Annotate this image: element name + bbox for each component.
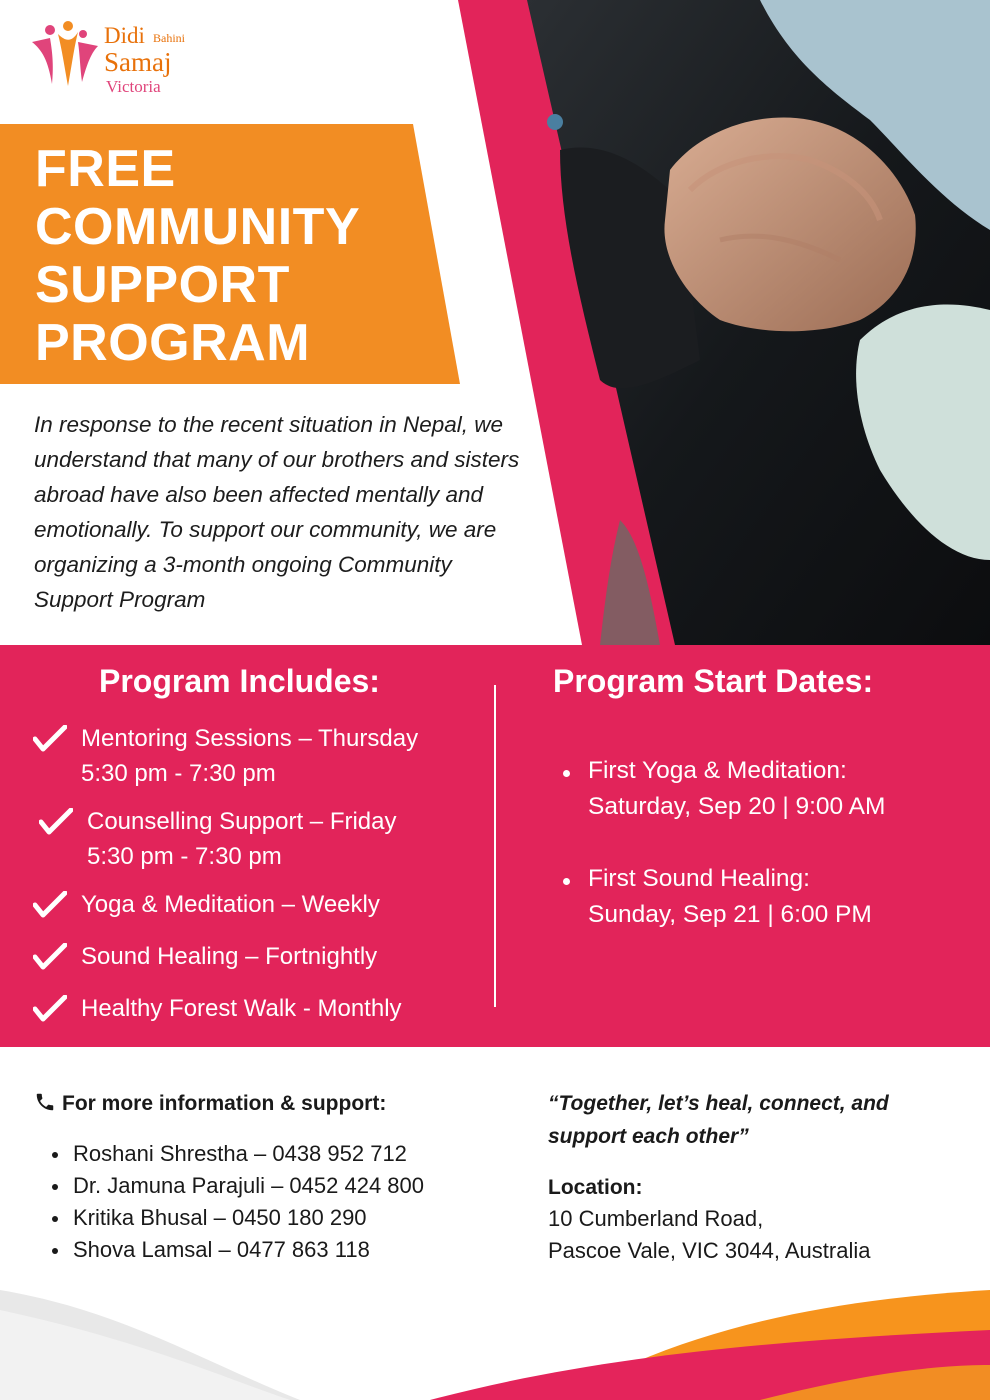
quote-line-2: support each other” — [548, 1125, 749, 1148]
quote-line-1: “Together, let’s heal, connect, and — [548, 1092, 889, 1115]
title-line-4: PROGRAM — [35, 314, 311, 372]
date-item-1-line1: First Yoga & Meditation: — [588, 757, 847, 784]
contact-heading: For more information & support: — [62, 1092, 387, 1115]
include-item-1-line2: 5:30 pm - 7:30 pm — [81, 760, 276, 787]
date-item-1-line2: Saturday, Sep 20 | 9:00 AM — [588, 793, 886, 820]
logo-victoria: Victoria — [106, 77, 161, 96]
checkmark-icon — [39, 808, 73, 836]
location-heading: Location: — [548, 1176, 643, 1199]
date-item-2-line1: First Sound Healing: — [588, 865, 810, 892]
bullet-icon — [563, 878, 570, 885]
title-line-1: FREE — [35, 140, 176, 198]
checkmark-icon — [33, 943, 67, 971]
phone-icon — [34, 1091, 56, 1113]
dates-heading: Program Start Dates: — [553, 663, 874, 699]
bullet-icon — [52, 1216, 58, 1222]
title-line-3: SUPPORT — [35, 256, 290, 314]
checkmark-icon — [33, 725, 67, 753]
bullet-icon — [52, 1184, 58, 1190]
contact-person-3: Kritika Bhusal – 0450 180 290 — [73, 1205, 367, 1230]
date-item-2-line2: Sunday, Sep 21 | 6:00 PM — [588, 901, 872, 928]
contact-person-1: Roshani Shrestha – 0438 952 712 — [73, 1141, 407, 1166]
contact-person-4: Shova Lamsal – 0477 863 118 — [73, 1237, 370, 1262]
logo-bahini: Bahini — [153, 31, 185, 45]
location-line-1: 10 Cumberland Road, — [548, 1206, 764, 1231]
include-item-2-line1: Counselling Support – Friday — [87, 808, 397, 835]
includes-heading: Program Includes: — [99, 663, 380, 699]
logo-samaj: Samaj — [104, 47, 172, 77]
include-item-5: Healthy Forest Walk - Monthly — [81, 995, 402, 1022]
title-line-2: COMMUNITY — [35, 198, 361, 256]
intro-paragraph: In response to the recent situation in Nepal, we understand that many of our brothers and sisters abroad have also been affected mentally and emotionally. To support our community, we are organizing a 3-month ongoing Community Support Program — [34, 412, 520, 612]
bullet-icon — [563, 770, 570, 777]
checkmark-icon — [33, 891, 67, 919]
logo-didi: Didi — [104, 23, 145, 48]
include-item-2-line2: 5:30 pm - 7:30 pm — [87, 843, 282, 870]
band-divider — [494, 685, 496, 1007]
bullet-icon — [52, 1248, 58, 1254]
location-line-2: Pascoe Vale, VIC 3044, Australia — [548, 1238, 871, 1263]
checkmark-icon — [33, 995, 67, 1023]
people-logo-icon — [28, 20, 100, 92]
include-item-3: Yoga & Meditation – Weekly — [81, 891, 380, 918]
include-item-4: Sound Healing – Fortnightly — [81, 943, 378, 970]
bullet-icon — [52, 1152, 58, 1158]
organization-logo — [28, 18, 218, 98]
decorative-waves — [0, 1270, 990, 1400]
contact-person-2: Dr. Jamuna Parajuli – 0452 424 800 — [73, 1173, 425, 1198]
include-item-1-line1: Mentoring Sessions – Thursday — [81, 725, 419, 752]
